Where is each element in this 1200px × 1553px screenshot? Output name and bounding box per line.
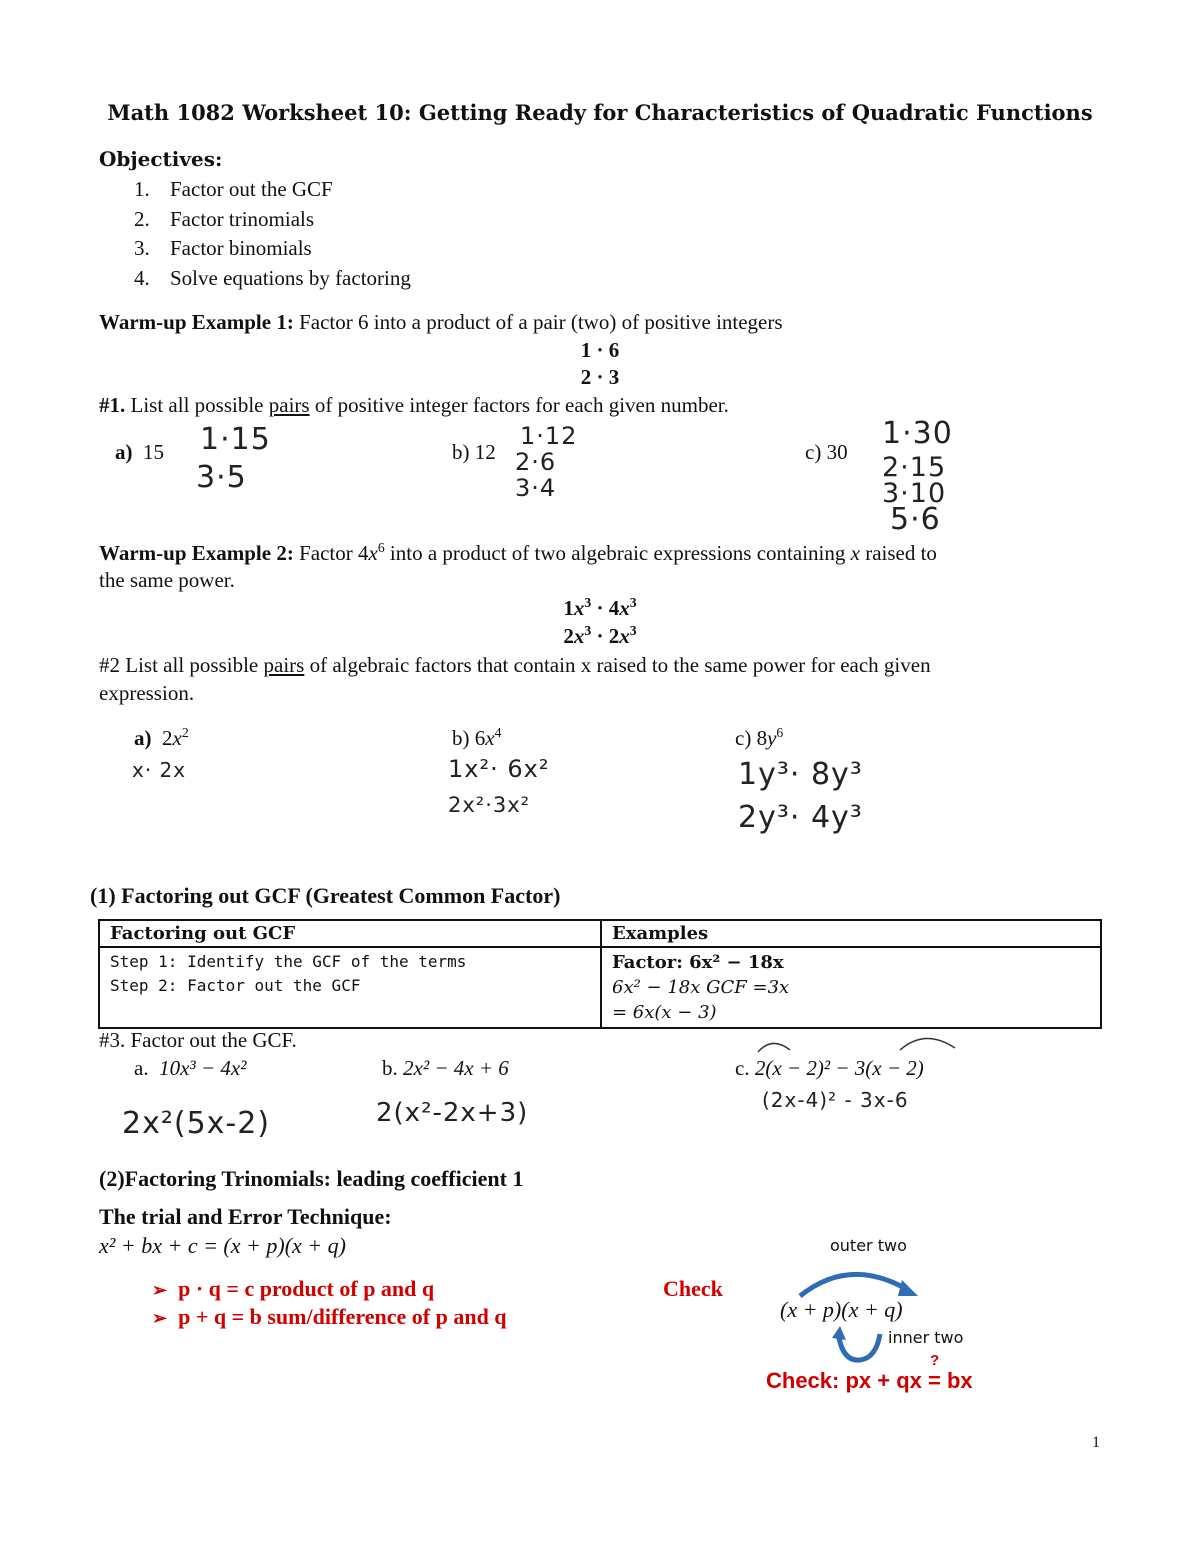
check-label: Check: [663, 1276, 723, 1301]
warmup1-prompt: Warm-up Example 1: Factor 6 into a product of a pair (two) of positive integers: [99, 310, 783, 334]
table-header-cell: Examples: [601, 920, 1101, 947]
q2-part-a: a) $2x^2$: [134, 725, 189, 750]
table-row: [99, 920, 1101, 947]
objective-item: 4. Solve equations by factoring: [134, 265, 411, 290]
objectives-heading: Objectives:: [99, 147, 223, 171]
q3-part-c: c. 2(x − 2)² − 3(x − 2): [735, 1056, 924, 1080]
handwritten-answer: 1y³· 8y³: [738, 757, 863, 792]
handwritten-answer: (2x-4)² - 3x-6: [762, 1088, 909, 1112]
handwritten-answer: 5·6: [890, 502, 941, 537]
handwritten-answer: 1·30: [882, 416, 953, 451]
factor-product: (x + p)(x + q): [780, 1297, 903, 1322]
warmup2-prompt-line2: the same power.: [99, 568, 235, 592]
gcf-table: [98, 919, 1102, 1029]
q2-prompt: #2 List all possible pairs of algebraic factors that contain x raised to the same power for each given: [99, 653, 931, 677]
table-row: [99, 947, 1101, 1028]
q1-prompt: #1. List all possible pairs of positive integer factors for each given number.: [99, 393, 729, 417]
section2-subheading: The trial and Error Technique:: [99, 1204, 392, 1229]
objective-item: 2. Factor trinomials: [134, 206, 315, 231]
q2-prompt-line2: expression.: [99, 681, 195, 705]
objective-item: 1. Factor out the GCF: [134, 177, 333, 201]
handwritten-answer: 1·15: [200, 422, 271, 457]
arrow-bullet-icon: ➢: [152, 1308, 168, 1328]
q1-part-c: c) 30: [805, 440, 848, 464]
q2-part-b: b) $6x^4$: [452, 725, 502, 750]
handwritten-answer: 1x²· 6x²: [448, 755, 550, 783]
inner-two-label: inner two: [888, 1328, 964, 1347]
distribution-arcs: [750, 1028, 960, 1058]
handwritten-answer: 3·10: [882, 478, 947, 509]
table-header-cell: Factoring out GCF: [99, 920, 601, 947]
arrow-bullet-icon: ➢: [152, 1280, 168, 1300]
table-cell: Step 1: Identify the GCF of the terms Step 2: Factor out the GCF: [99, 947, 601, 1028]
q2-part-c: c) $8y^6$: [735, 725, 784, 750]
outer-arrow-icon: [790, 1262, 930, 1302]
q3-part-a: a. 10x³ − 4x²: [134, 1056, 247, 1080]
warmup2-answer-2: $2x^3 \cdot 2x^3$: [563, 623, 637, 648]
warmup1-answer-1: 1 · 6: [580, 338, 620, 362]
q1-part-a: a) 15: [115, 440, 164, 464]
warmup2-answer-1: $1x^3 \cdot 4x^3$: [563, 595, 637, 620]
check-formula: Check: px + qx ? = bx: [766, 1352, 973, 1393]
handwritten-answer: 3·5: [196, 460, 247, 495]
table-cell: Factor: 6x² − 18x 6x² − 18x GCF =3x = 6x(x − 3): [601, 947, 1101, 1028]
q3-part-b: b. 2x² − 4x + 6: [382, 1056, 509, 1080]
section2-heading: (2)Factoring Trinomials: leading coefficient 1: [99, 1166, 524, 1191]
rule-product: ➢ p · q = c product of p and q: [152, 1276, 435, 1301]
warmup1-answer-2: 2 · 3: [580, 365, 620, 389]
handwritten-answer: 2x²(5x-2): [122, 1106, 271, 1141]
handwritten-answer: 3·4: [515, 474, 557, 502]
warmup2-prompt: Warm-up Example 2: Factor $4x^6$ into a product of two algebraic expressions containing x raised to: [99, 540, 937, 565]
inner-arrow-icon: [830, 1326, 890, 1366]
handwritten-answer: 2·6: [515, 448, 557, 476]
objective-item: 3. Factor binomials: [134, 236, 312, 260]
objectives-list: [134, 175, 411, 293]
handwritten-answer: 2·15: [882, 452, 947, 483]
warmup1-label: Warm-up Example 1:: [99, 310, 294, 334]
page-number: 1: [1092, 1434, 1100, 1451]
handwritten-answer: 2(x²-2x+3): [376, 1098, 529, 1128]
outer-two-label: outer two: [830, 1236, 907, 1255]
trinomial-formula: x² + bx + c = (x + p)(x + q): [99, 1233, 346, 1258]
handwritten-answer: 2y³· 4y³: [738, 800, 863, 835]
handwritten-answer: x· 2x: [132, 758, 187, 782]
handwritten-answer: 1·12: [520, 422, 578, 450]
rule-sum: ➢ p + q = b sum/difference of p and q: [152, 1304, 507, 1329]
handwritten-answer: 2x²·3x²: [448, 793, 531, 817]
q1-part-b: b) 12: [452, 440, 496, 464]
page-title: Math 1082 Worksheet 10: Getting Ready for Characteristics of Quadratic Functions: [107, 100, 1093, 125]
section1-heading: (1) Factoring out GCF (Greatest Common Factor): [90, 883, 561, 908]
q3-heading: #3. Factor out the GCF.: [99, 1028, 297, 1052]
